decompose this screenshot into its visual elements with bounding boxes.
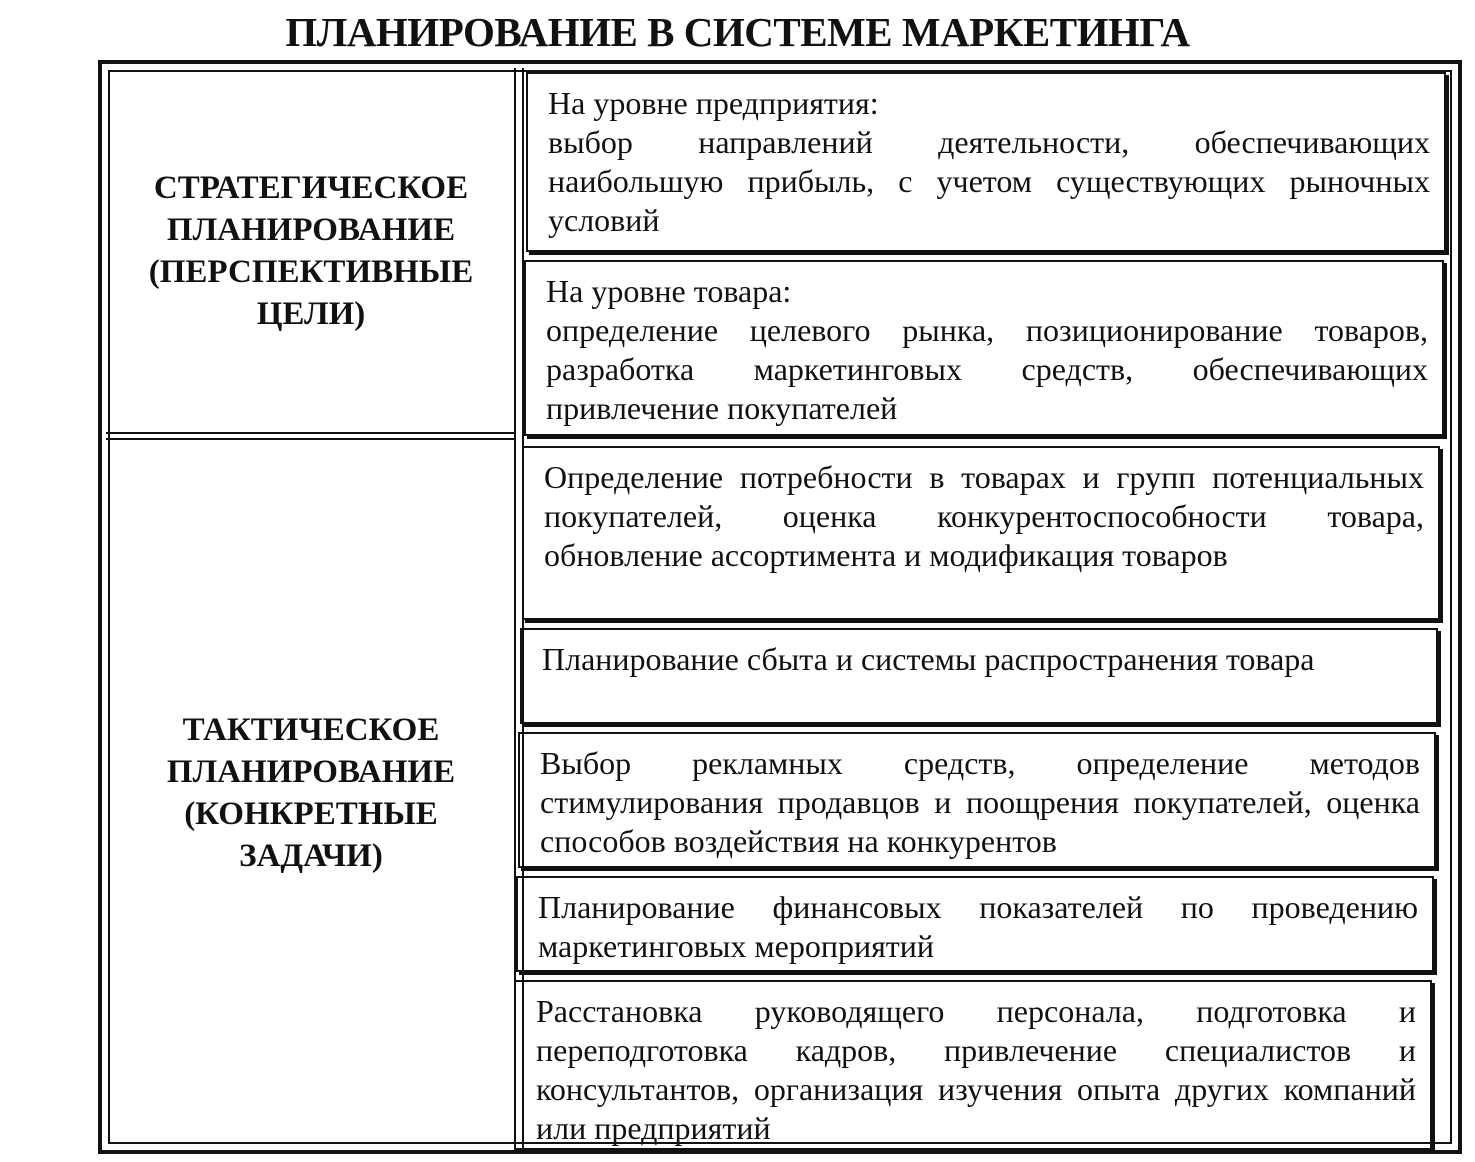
tactical-box-sales xyxy=(520,628,1438,724)
box-text: Планирование сбыта и системы распространения товара xyxy=(542,641,1315,677)
tactical-label-line: ЗАДАЧИ) xyxy=(239,838,383,874)
box-text: Планирование финансовых показателей по проведению маркетинговых мероприятий xyxy=(538,889,1418,964)
tactical-box-demand xyxy=(522,446,1440,620)
tactical-label-line: ТАКТИЧЕСКОЕ xyxy=(182,712,440,748)
tactical-box-finance xyxy=(516,876,1434,972)
box-text: выбор направлений деятельности, обеспечивающих наибольшую прибыль, с учетом существующих рыночных условий xyxy=(548,124,1430,238)
strategic-label-line: СТРАТЕГИЧЕСКОЕ xyxy=(153,170,469,206)
box-heading: На уровне товара: xyxy=(546,273,792,309)
tactical-planning-label xyxy=(108,440,514,1146)
box-text: Расстановка руководящего персонала, подготовка и переподготовка кадров, привлечение специалистов и консультантов, организация изучения опыта других компаний или предприятий xyxy=(536,993,1416,1146)
diagram-title: ПЛАНИРОВАНИЕ В СИСТЕМЕ МАРКЕТИНГА xyxy=(285,9,1190,55)
tactical-box-advertising xyxy=(518,732,1436,868)
box-heading: На уровне предприятия: xyxy=(548,85,879,121)
strategic-label-line: (ПЕРСПЕКТИВНЫЕ xyxy=(148,254,474,290)
tactical-label-line: ПЛАНИРОВАНИЕ xyxy=(166,754,456,790)
strategic-planning-label xyxy=(108,70,514,432)
section-divider xyxy=(106,432,516,440)
strategic-label-line: ЦЕЛИ) xyxy=(256,296,366,332)
strategic-box-enterprise xyxy=(526,72,1446,252)
box-text: определение целевого рынка, позиционирование товаров, разработка маркетинговых средств, обеспечивающих привлечение покупателей xyxy=(546,312,1428,426)
box-text: Выбор рекламных средств, определение методов стимулирования продавцов и поощрения покупателей, оценка способов воздействия на конкурентов xyxy=(540,745,1420,859)
strategic-label-line: ПЛАНИРОВАНИЕ xyxy=(166,212,456,248)
tactical-label-line: (КОНКРЕТНЫЕ xyxy=(184,796,438,832)
strategic-box-product xyxy=(524,260,1444,436)
tactical-box-personnel xyxy=(514,980,1432,1150)
box-text: Определение потребности в товарах и групп потенциальных покупателей, оценка конкурентоспособности товара, обновление ассортимента и модификация товаров xyxy=(544,459,1424,573)
